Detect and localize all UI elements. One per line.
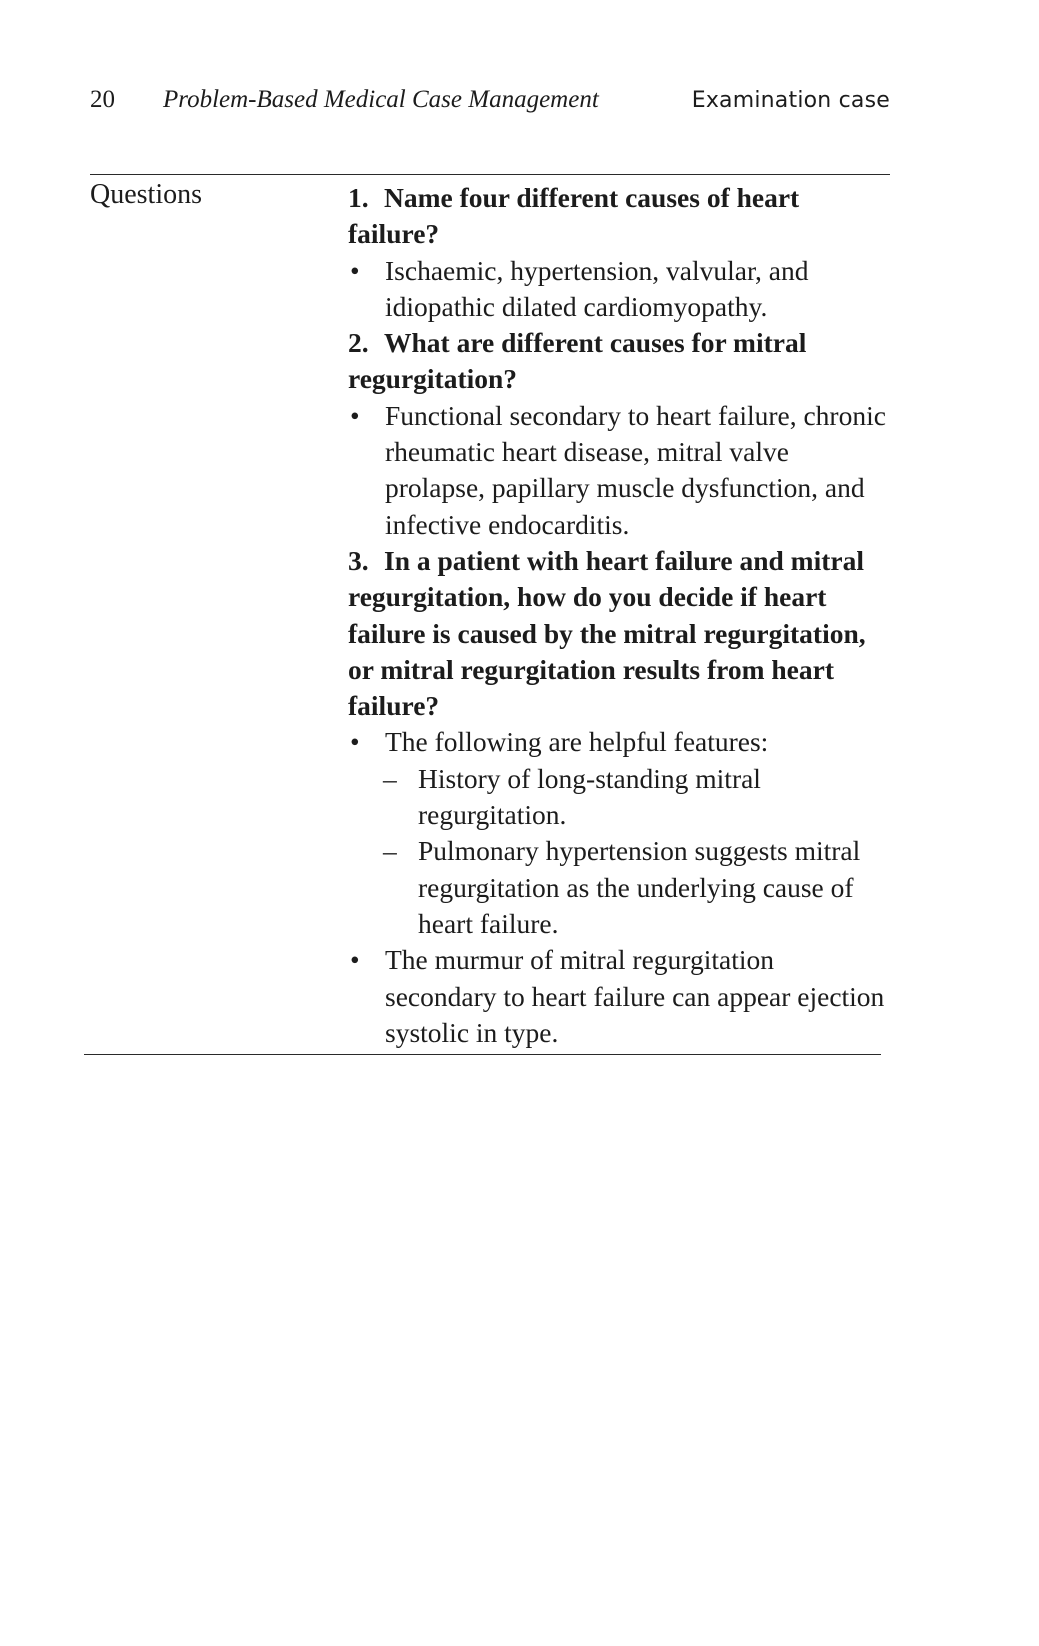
dash-glyph: – [383,835,397,867]
question-3 [348,543,888,724]
answer-subpoint [348,761,888,834]
question-1 [348,180,888,253]
answer-text: The following are helpful features: [385,726,769,758]
page-number: 20 [90,86,115,113]
answer-text: The murmur of mitral regurgitation secondary to heart failure can appear ejection systolic in type. [385,944,885,1048]
bullet-glyph: • [350,726,360,758]
answer-bullet [348,253,888,326]
dash-glyph: – [383,762,397,794]
running-title: Problem-Based Medical Case Management [163,86,599,113]
table-top-rule [90,174,890,175]
subpoint-text: Pulmonary hypertension suggests mitral regurgitation as the underlying cause of heart failure. [418,835,861,939]
answer-subpoint [348,833,888,942]
question-text: Name four different causes of heart failure? [348,182,800,250]
answer-bullet [348,398,888,543]
page-header [90,86,890,120]
questions-label: Questions [90,179,202,210]
bullet-glyph: • [350,254,360,286]
subpoint-text: History of long-standing mitral regurgitation. [418,762,761,831]
answer-bullet [348,724,888,760]
question-text: In a patient with heart failure and mitral regurgitation, how do you decide if heart failure is caused by the mitral regurgitation, or mitral regurgitation results from heart failure? [348,544,866,722]
table-bottom-rule [84,1054,881,1055]
section-tag: Examination case [691,88,890,113]
question-2 [348,325,888,398]
answer-bullet [348,942,888,1051]
bullet-glyph: • [350,399,360,431]
question-text: What are different causes for mitral regurgitation? [348,327,807,395]
question-number: 3. [348,544,369,576]
question-number: 1. [348,182,369,213]
bullet-glyph: • [350,944,360,976]
answer-text: Functional secondary to heart failure, chronic rheumatic heart disease, mitral valve prolapse, papillary muscle dysfunction, and infective endocarditis. [385,399,886,540]
answer-text: Ischaemic, hypertension, valvular, and idiopathic dilated cardiomyopathy. [385,254,809,322]
questions-content [348,180,888,1051]
question-number: 2. [348,327,369,359]
